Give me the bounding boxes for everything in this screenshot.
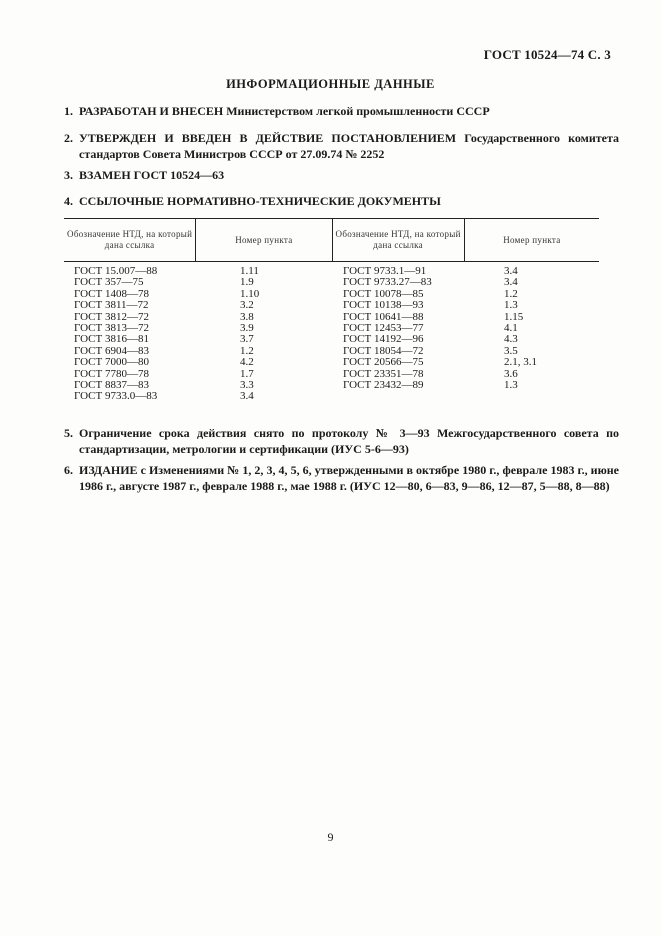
item-number: 4.	[64, 194, 73, 208]
table-cell-doc: ГОСТ 18054—72	[343, 344, 424, 357]
table-body	[64, 262, 599, 403]
table-cell-clause: 3.5	[504, 344, 518, 357]
table-cell-doc: ГОСТ 20566—75	[343, 356, 424, 369]
gost-reference-header: ГОСТ 10524—74 С. 3	[483, 47, 611, 62]
table-cell-doc: ГОСТ 10138—93	[343, 299, 424, 312]
table-cell-clause: 1.2	[504, 287, 518, 300]
table-cell-doc: ГОСТ 7780—78	[74, 367, 149, 380]
info-item-4	[64, 193, 604, 209]
table-cell-doc: ГОСТ 9733.27—83	[343, 276, 432, 289]
item-lead: ВЗАМЕН ГОСТ 10524—63	[79, 168, 225, 182]
table-cell-doc: ГОСТ 3816—81	[74, 333, 149, 346]
item-number: 6.	[64, 463, 73, 477]
item-number: 5.	[64, 426, 73, 440]
header-doc-right: Обозначение НТД, на который дана ссылка	[333, 219, 465, 261]
table-header	[64, 219, 599, 262]
reference-documents-table	[64, 218, 599, 403]
header-clause-right: Номер пункта	[503, 234, 561, 245]
table-cell-clause: 3.9	[240, 321, 254, 334]
header-doc-left: Обозначение НТД, на который дана ссылка	[67, 229, 193, 250]
page-number: 9	[327, 830, 334, 844]
table-cell-clause: 1.15	[504, 310, 524, 323]
item-number: 2.	[64, 131, 73, 145]
item-number: 1.	[64, 104, 73, 118]
item-lead: ССЫЛОЧНЫЕ НОРМАТИВНО-ТЕХНИЧЕСКИЕ ДОКУМЕНТЫ	[79, 194, 441, 208]
table-cell-clause: 1.9	[240, 276, 254, 289]
table-cell-doc: ГОСТ 23351—78	[343, 367, 424, 380]
table-cell-doc: ГОСТ 3812—72	[74, 310, 149, 323]
table-cell-clause: 1.2	[240, 344, 254, 357]
table-cell-doc: ГОСТ 9733.0—83	[74, 390, 158, 403]
table-cell-clause: 4.2	[240, 356, 254, 369]
table-cell-clause: 1.10	[240, 287, 260, 300]
header-clause-left: Номер пункта	[195, 219, 332, 261]
table-cell-clause: 1.7	[240, 367, 254, 380]
table-cell-clause: 3.4	[240, 390, 254, 403]
item-number: 3.	[64, 168, 73, 182]
table-cell-doc: ГОСТ 9733.1—91	[343, 265, 427, 277]
item-text: Ограничение срока действия снято по протоколу № 3—93 Межгосударственного совета по стандартизации, метрологии и сертификации (ИУС 5-6—93)	[79, 426, 619, 456]
table-cell-doc: ГОСТ 14192—96	[343, 333, 424, 346]
table-cell-clause: 2.1, 3.1	[504, 356, 537, 369]
table-cell-clause: 3.7	[240, 333, 254, 346]
section-title: ИНФОРМАЦИОННЫЕ ДАННЫЕ	[226, 77, 435, 91]
table-cell-doc: ГОСТ 6904—83	[74, 344, 149, 357]
table-cell-clause: 3.6	[504, 367, 518, 380]
info-item-3	[64, 167, 604, 183]
table-cell-clause: 4.3	[504, 333, 518, 346]
item-text: Государственного комитета стандартов Совета Министров СССР от 27.09.74 № 2252	[79, 131, 619, 161]
item-text: Министерством легкой промышленности СССР	[223, 104, 490, 118]
table-cell-clause: 3.3	[240, 378, 254, 391]
column-doc-left	[64, 266, 196, 403]
table-cell-clause: 3.8	[240, 310, 254, 323]
table-cell-clause: 1.3	[504, 299, 518, 312]
table-cell-clause: 4.1	[504, 321, 518, 334]
info-item-1	[64, 103, 604, 119]
table-cell-clause: 3.4	[504, 276, 518, 289]
column-clause-left	[196, 266, 332, 403]
column-clause-right	[464, 266, 599, 403]
table-cell-doc: ГОСТ 15.007—88	[74, 265, 158, 277]
table-cell-doc: ГОСТ 1408—78	[74, 287, 149, 300]
table-cell-doc: ГОСТ 3811—72	[74, 299, 149, 312]
info-item-5	[64, 425, 619, 457]
table-cell-doc: ГОСТ 3813—72	[74, 321, 149, 334]
table-cell-doc: ГОСТ 23432—89	[343, 378, 424, 391]
item-lead: УТВЕРЖДЕН И ВВЕДЕН В ДЕЙСТВИЕ ПОСТАНОВЛЕНИЕМ	[79, 131, 457, 145]
table-cell-clause: 3.4	[504, 265, 518, 277]
table-cell-doc: ГОСТ 8837—83	[74, 378, 149, 391]
table-cell-clause: 1.11	[240, 265, 259, 277]
table-cell-doc: ГОСТ 10078—85	[343, 287, 424, 300]
table-cell-clause: 3.2	[240, 299, 254, 312]
item-lead: РАЗРАБОТАН И ВНЕСЕН	[79, 104, 224, 118]
table-cell-clause: 1.3	[504, 378, 518, 391]
info-item-2	[64, 130, 619, 162]
column-doc-right	[332, 266, 464, 403]
table-cell-doc: ГОСТ 10641—88	[343, 310, 424, 323]
item-lead: ИЗДАНИЕ	[79, 463, 138, 477]
table-cell-doc: ГОСТ 12453—77	[343, 321, 424, 334]
item-text: с Изменениями № 1, 2, 3, 4, 5, 6, утвержденными в октябре 1980 г., феврале 1983 г., июне 1986 г., августе 1987 г., феврале 1988 г., мае 1988 г. (ИУС 12—80, 6—83, 9—86, 12—87, 5—88, 8—88)	[79, 463, 619, 493]
table-cell-doc: ГОСТ 7000—80	[74, 356, 149, 369]
table-cell-doc: ГОСТ 357—75	[74, 276, 144, 289]
info-item-6	[64, 462, 619, 494]
